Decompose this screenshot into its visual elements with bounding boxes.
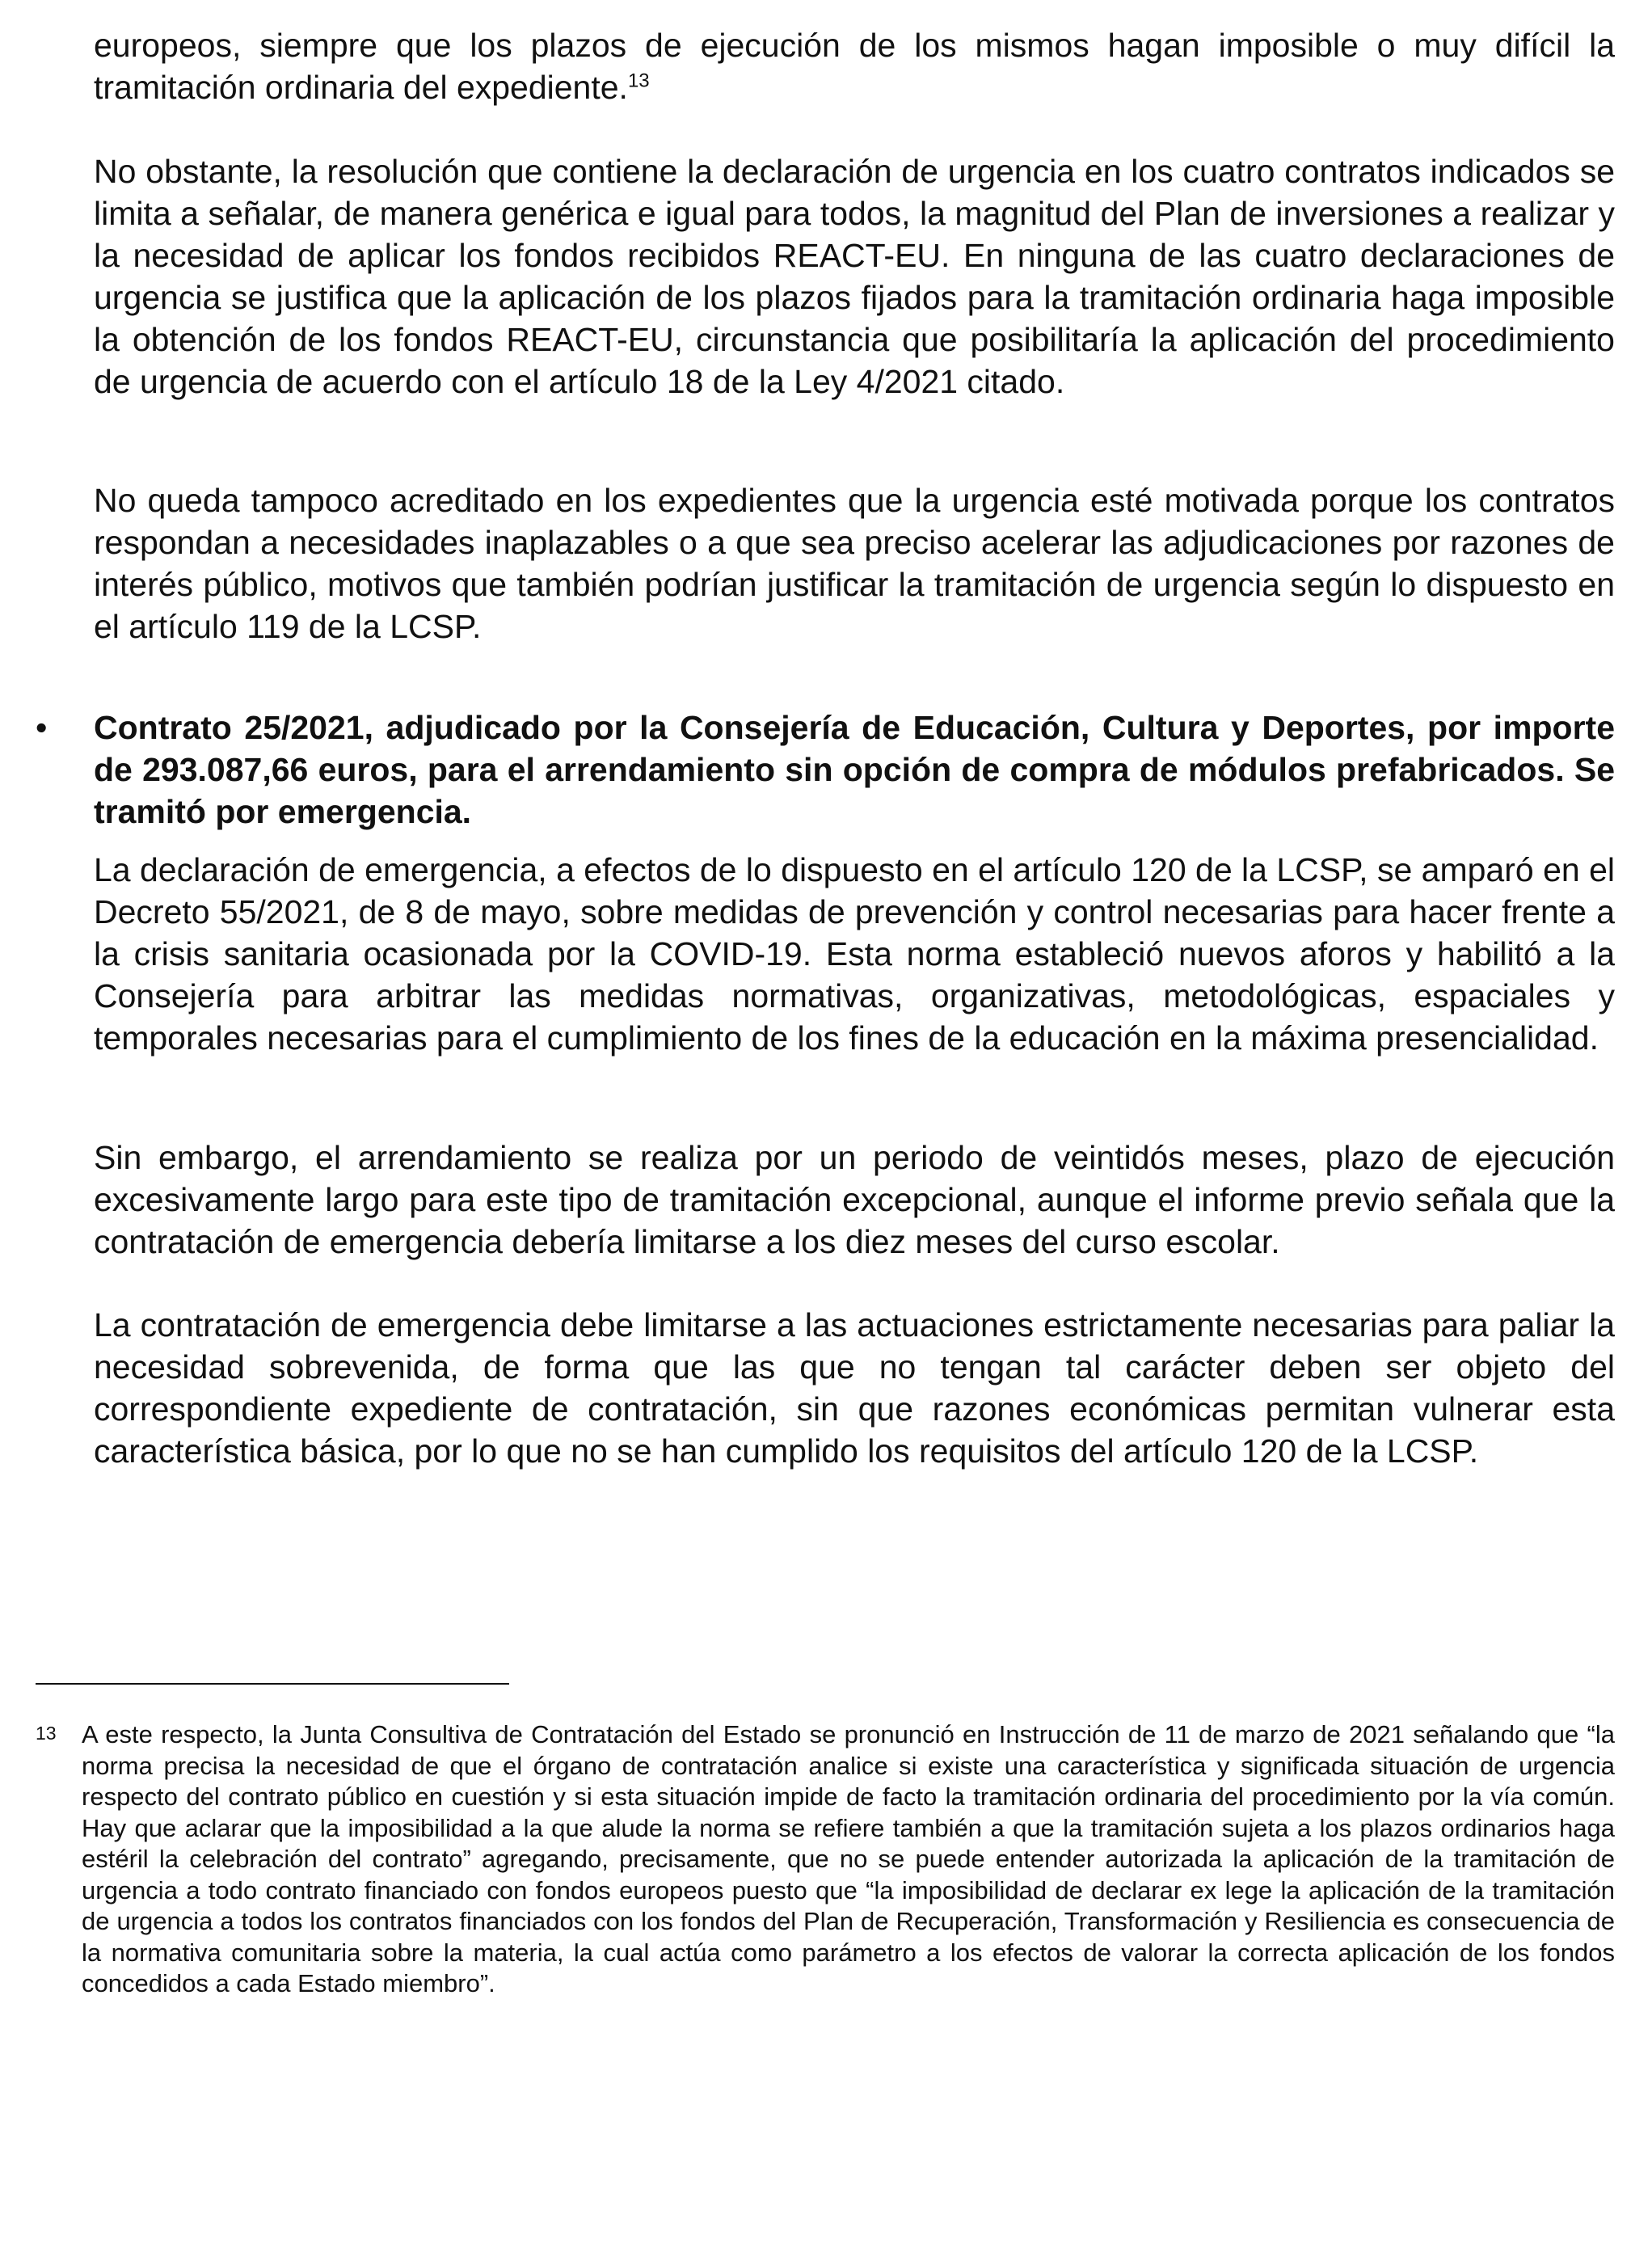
footnote-number: 13 — [36, 1723, 57, 1744]
contract-heading: Contrato 25/2021, adjudicado por la Consejería de Educación, Cultura y Deportes, por importe de 293.087,66 euros, para el arrendamiento sin opción de compra de módulos prefabricados. Se tramitó por emergencia. — [94, 709, 1615, 830]
paragraph-emergency-limits: La contratación de emergencia debe limitarse a las actuaciones estrictamente necesarias para paliar la necesidad sobrevenida, de forma que las que no tengan tal carácter deben ser objeto del correspondiente expediente de contratación, sin que razones económicas permitan vulnerar esta característica básica, por lo que no se han cumplido los requisitos del artículo 120 de la LCSP. — [94, 1306, 1615, 1470]
paragraph-lease-period: Sin embargo, el arrendamiento se realiza por un periodo de veintidós meses, plazo de ejecución excesivamente largo para este tipo de tramitación excepcional, aunque el informe previo señala que la contratación de emergencia debería limitarse a los diez meses del curso escolar. — [94, 1139, 1615, 1260]
paragraph-urgency-declaration: No obstante, la resolución que contiene la declaración de urgencia en los cuatro contratos indicados se limita a señalar, de manera genérica e igual para todos, la magnitud del Plan de inversiones a realizar y la necesidad de aplicar los fondos recibidos REACT-EU. En ninguna de las cuatro declaraciones de urgencia se justifica que la aplicación de los plazos fijados para la tramitación ordinaria haga imposible la obtención de los fondos REACT-EU, circunstancia que posibilitaría la aplicación del procedimiento de urgencia de acuerdo con el artículo 18 de la Ley 4/2021 citado. — [94, 153, 1615, 400]
footnote-separator — [36, 1683, 509, 1685]
footnote-reference[interactable]: 13 — [627, 70, 650, 92]
paragraph-not-accredited: No queda tampoco acreditado en los expedientes que la urgencia esté motivada porque los contratos respondan a necesidades inaplazables o a que sea preciso acelerar las adjudicaciones por razones de interés público, motivos que también podrían justificar la tramitación de urgencia según lo dispuesto en el artículo 119 de la LCSP. — [94, 482, 1615, 645]
footnote-text: A este respecto, la Junta Consultiva de Contratación del Estado se pronunció en Instrucción de 11 de marzo de 2021 señalando que “la norma precisa la necesidad de que el órgano de contratación analice si existe una característica y significada situación de urgencia respecto del contrato público en cuestión y si esta situación impide de facto la tramitación ordinaria del procedimiento por la vía común. Hay que aclarar que la imposibilidad a la que alude la norma se refiere también a que la tramitación sujeta a los plazos ordinarios haga estéril la celebración del contrato” agregando, precisamente, que no se puede entender autorizada la aplicación de la tramitación de urgencia a todo contrato financiado con fondos europeos puesto que “la imposibilidad de declarar ex lege la aplicación de la tramitación de urgencia a todos los contratos financiados con los fondos del Plan de Recuperación, Transformación y Resiliencia es consecuencia de la normativa comunitaria sobre la materia, la cual actúa como parámetro a los efectos de valorar la correcta aplicación de los fondos concedidos a cada Estado miembro”. — [82, 1720, 1615, 1997]
paragraph-intro-text: europeos, siempre que los plazos de ejecución de los mismos hagan imposible o muy difícil la tramitación ordinaria del expediente. — [94, 27, 1615, 106]
paragraph-intro — [94, 24, 1615, 108]
paragraph-emergency-declaration: La declaración de emergencia, a efectos de lo dispuesto en el artículo 120 de la LCSP, se amparó en el Decreto 55/2021, de 8 de mayo, sobre medidas de prevención y control necesarias para hacer frente a la crisis sanitaria ocasionada por la COVID-19. Esta norma estableció nuevos aforos y habilitó a la Consejería para arbitrar las medidas normativas, organizativas, metodológicas, espaciales y temporales necesarias para el cumplimiento de los fines de la educación en la máxima presencialidad. — [94, 851, 1615, 1057]
bullet-marker: • — [36, 709, 48, 746]
